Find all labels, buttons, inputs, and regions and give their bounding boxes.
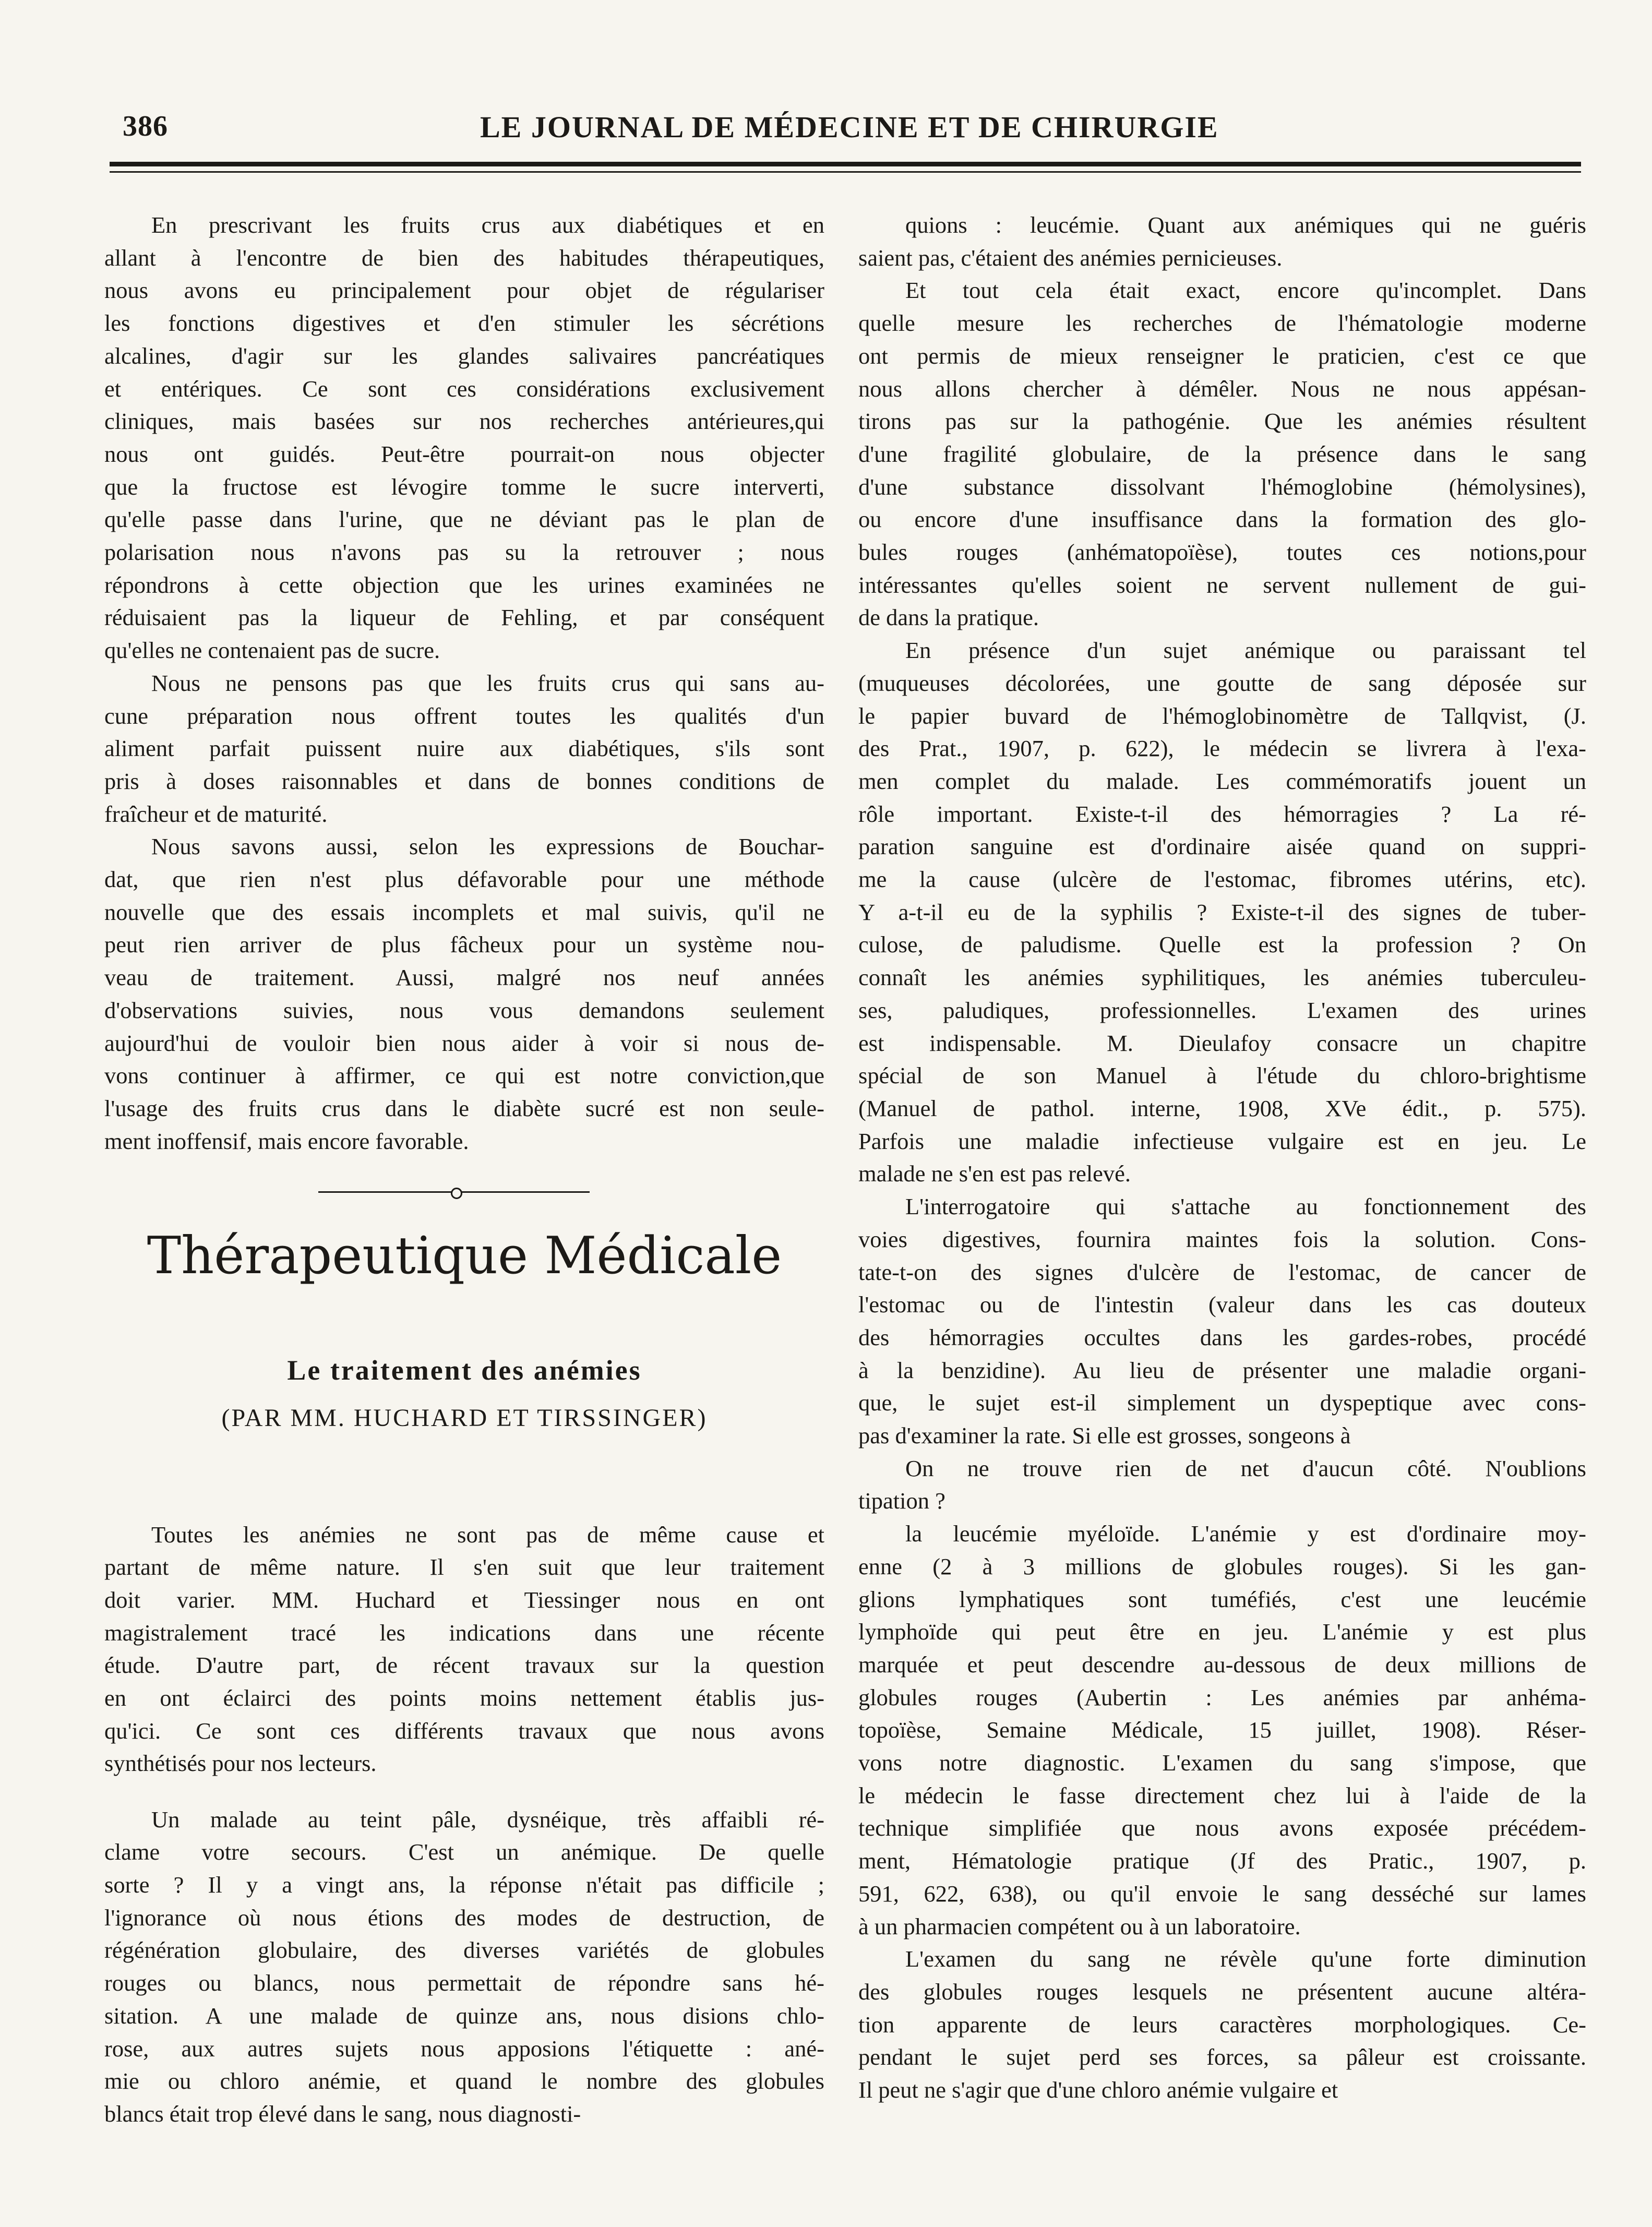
text-line: étude. D'autre part, de récent travaux sur la question xyxy=(104,1652,824,1679)
text-line: (Manuel de pathol. interne, 1908, XVe édit., p. 575). xyxy=(858,1095,1586,1121)
text-line: dat, que rien n'est plus défavorable pour une méthode xyxy=(104,866,824,893)
text-line: marquée et peut descendre au-dessous de deux millions de xyxy=(858,1651,1586,1678)
left-column-top xyxy=(104,209,824,1157)
text-line: l'ignorance où nous étions des modes de destruction, de xyxy=(104,1904,824,1931)
text-line: En prescrivant les fruits crus aux diabétiques et en xyxy=(151,212,824,238)
text-line: aujourd'hui de vouloir bien nous aider à voir si nous de- xyxy=(104,1029,824,1056)
article-title: Le traitement des anémies xyxy=(287,1355,642,1386)
page-header xyxy=(104,99,1581,146)
paragraph xyxy=(104,1803,824,2130)
text-line: tate-t-on des signes d'ulcère de l'estomac, de cancer de xyxy=(858,1259,1586,1285)
paragraph xyxy=(858,1517,1586,1943)
text-line: synthétisés pour nos lecteurs. xyxy=(104,1750,377,1777)
paragraph xyxy=(104,1518,824,1780)
text-line: En présence d'un sujet anémique ou paraissant tel xyxy=(905,637,1586,664)
text-line: des globules rouges lesquels ne présentent aucune altéra- xyxy=(858,1978,1586,2005)
text-line: répondrons à cette objection que les urines examinées ne xyxy=(104,571,824,598)
text-line: Nous ne pensons pas que les fruits crus qui sans au- xyxy=(151,669,824,696)
text-line: rôle important. Existe-t-il des hémorragies ? La ré- xyxy=(858,800,1586,827)
text-line: que la fructose est lévogire tomme le sucre interverti, xyxy=(104,473,824,500)
text-line: des Prat., 1907, p. 622), le médecin se livrera à l'exa- xyxy=(858,735,1586,762)
text-line: L'examen du sang ne révèle qu'une forte diminution xyxy=(905,1946,1586,1972)
text-line: Un malade au teint pâle, dysnéique, très affaibli ré- xyxy=(151,1806,824,1833)
text-line: des hémorragies occultes dans les gardes-robes, procédé xyxy=(858,1324,1586,1350)
header-rule xyxy=(110,162,1581,166)
text-line: Il peut ne s'agir que d'une chloro anémie vulgaire et xyxy=(858,2077,1338,2103)
text-line: alcalines, d'agir sur les glandes salivaires pancréatiques xyxy=(104,342,824,369)
article-byline: (PAR MM. HUCHARD ET TIRSSINGER) xyxy=(221,1404,708,1432)
text-line: les fonctions digestives et d'en stimuler les sécrétions xyxy=(104,310,824,337)
text-line: polarisation nous n'avons pas su la retrouver ; nous xyxy=(104,539,824,566)
text-line: qu'ici. Ce sont ces différents travaux que nous avons xyxy=(104,1717,824,1744)
text-line: topoïèse, Semaine Médicale, 15 juillet, 1908). Réser- xyxy=(858,1717,1586,1743)
text-line: intéressantes qu'elles soient ne servent nullement de gui- xyxy=(858,571,1586,598)
text-line: l'estomac ou de l'intestin (valeur dans les cas douteux xyxy=(858,1291,1586,1318)
text-line: On ne trouve rien de net d'aucun côté. N'oublions xyxy=(905,1455,1586,1481)
paragraph xyxy=(104,209,824,667)
text-line: tion apparente de leurs caractères morphologiques. Ce- xyxy=(858,2011,1586,2038)
paragraph xyxy=(858,1943,1586,2106)
text-line: qu'elle passe dans l'urine, que ne déviant pas le plan de xyxy=(104,506,824,533)
text-line: d'une fragilité globulaire, de la présence dans le sang xyxy=(858,440,1586,467)
text-line: Y a-t-il eu de la syphilis ? Existe-t-il des signes de tuber- xyxy=(858,899,1586,925)
text-line: technique simplifiée que nous avons exposée précédem- xyxy=(858,1815,1586,1841)
paragraph xyxy=(858,1190,1586,1452)
text-line: blancs était trop élevé dans le sang, nous diagnosti- xyxy=(104,2100,581,2127)
text-line: vons continuer à affirmer, ce qui est notre conviction,que xyxy=(104,1062,824,1089)
text-line: glions lymphatiques sont tuméfiés, c'est une leucémie xyxy=(858,1586,1586,1612)
text-line: peut rien arriver de plus fâcheux pour un système nou- xyxy=(104,931,824,958)
text-line: Parfois une maladie infectieuse vulgaire est en jeu. Le xyxy=(858,1128,1586,1154)
text-line: Toutes les anémies ne sont pas de même cause et xyxy=(151,1521,824,1548)
running-title: LE JOURNAL DE MÉDECINE ET DE CHIRURGIE xyxy=(480,110,1219,144)
text-line: bules rouges (anhématopoïèse), toutes ces notions,pour xyxy=(858,539,1586,566)
text-line: cune préparation nous offrent toutes les qualités d'un xyxy=(104,702,824,729)
text-line: aliment parfait puissent nuire aux diabétiques, s'ils sont xyxy=(104,735,824,762)
header-rule-thin xyxy=(110,171,1581,173)
text-line: ment inoffensif, mais encore favorable. xyxy=(104,1128,469,1154)
text-line: globules rouges (Aubertin : Les anémies par anhéma- xyxy=(858,1684,1586,1710)
text-line: à un pharmacien compétent ou à un laboratoire. xyxy=(858,1913,1301,1939)
text-line: la leucémie myéloïde. L'anémie y est d'ordinaire moy- xyxy=(905,1520,1586,1547)
text-line: allant à l'encontre de bien des habitudes thérapeutiques, xyxy=(104,244,824,271)
text-line: enne (2 à 3 millions de globules rouges). Si les gan- xyxy=(858,1553,1586,1579)
text-line: tipation ? xyxy=(858,1488,945,1514)
text-line: culose, de paludisme. Quelle est la profession ? On xyxy=(858,931,1586,958)
text-line: pendant le sujet perd ses forces, sa pâleur est croissante. xyxy=(858,2044,1586,2070)
paragraph xyxy=(858,1452,1586,1517)
text-line: magistralement tracé les indications dans une récente xyxy=(104,1619,824,1646)
text-line: malade ne s'en est pas relevé. xyxy=(858,1160,1131,1187)
text-line: de dans la pratique. xyxy=(858,604,1039,631)
text-line: Et tout cela était exact, encore qu'incomplet. Dans xyxy=(905,277,1586,304)
text-line: fraîcheur et de maturité. xyxy=(104,800,328,827)
divider-ornament xyxy=(451,1188,462,1199)
text-line: cliniques, mais basées sur nos recherches antérieures,qui xyxy=(104,408,824,435)
text-line: que, le sujet est-il simplement un dyspeptique avec cons- xyxy=(858,1390,1586,1416)
text-line: qu'elles ne contenaient pas de sucre. xyxy=(104,637,440,664)
text-line: me la cause (ulcère de l'estomac, fibromes utérins, etc). xyxy=(858,866,1586,893)
text-line: en ont éclairci des points moins nettement établis jus- xyxy=(104,1685,824,1711)
text-line: quelle mesure les recherches de l'hématologie moderne xyxy=(858,310,1586,337)
text-line: ou encore d'une insuffisance dans la formation des glo- xyxy=(858,506,1586,533)
text-line: quions : leucémie. Quant aux anémiques qui ne guéris xyxy=(905,212,1586,238)
text-line: L'interrogatoire qui s'attache au fonctionnement des xyxy=(905,1193,1586,1220)
text-line: l'usage des fruits crus dans le diabète sucré est non seule- xyxy=(104,1095,824,1121)
text-line: ment, Hématologie pratique (Jf des Pratic., 1907, p. xyxy=(858,1848,1586,1874)
text-line: vons notre diagnostic. L'examen du sang s'impose, que xyxy=(858,1750,1586,1776)
text-line: clame votre secours. C'est un anémique. De quelle xyxy=(104,1839,824,1865)
text-line: régénération globulaire, des diverses variétés de globules xyxy=(104,1937,824,1963)
text-line: et entériques. Ce sont ces considérations exclusivement xyxy=(104,375,824,402)
text-line: rouges ou blancs, nous permettait de répondre sans hé- xyxy=(104,1970,824,1996)
text-line: nous allons chercher à démêler. Nous ne nous appésan- xyxy=(858,375,1586,402)
text-line: nous avons eu principalement pour objet de régulariser xyxy=(104,277,824,304)
text-line: connaît les anémies syphilitiques, les anémies tuberculeu- xyxy=(858,964,1586,991)
text-line: lymphoïde qui peut être en jeu. L'anémie y est plus xyxy=(858,1619,1586,1645)
text-line: nouvelle que des essais incomplets et mal suivis, qu'il ne xyxy=(104,899,824,925)
text-line: (muqueuses décolorées, une goutte de sang déposée sur xyxy=(858,669,1586,696)
page-number: 386 xyxy=(123,110,168,142)
paragraph xyxy=(104,830,824,1157)
text-line: pris à doses raisonnables et dans de bonnes conditions de xyxy=(104,768,824,794)
text-line: à la benzidine). Au lieu de présenter une maladie organi- xyxy=(858,1357,1586,1383)
section-title: Thérapeutique Médicale xyxy=(147,1226,782,1286)
text-line: Nous savons aussi, selon les expressions de Bouchar- xyxy=(151,833,824,860)
text-line: doit varier. MM. Huchard et Tiessinger nous en ont xyxy=(104,1586,824,1613)
text-line: est indispensable. M. Dieulafoy consacre un chapitre xyxy=(858,1029,1586,1056)
text-line: ont permis de mieux renseigner le praticien, c'est ce que xyxy=(858,342,1586,369)
text-line: pas d'examiner la rate. Si elle est grosses, songeons à xyxy=(858,1422,1351,1449)
text-line: men complet du malade. Les commémoratifs jouent un xyxy=(858,768,1586,794)
text-line: saient pas, c'étaient des anémies pernicieuses. xyxy=(858,244,1283,271)
text-line: le médecin le fasse directement chez lui à l'aide de la xyxy=(858,1782,1586,1809)
text-line: mie ou chloro anémie, et quand le nombre des globules xyxy=(104,2068,824,2094)
paragraph xyxy=(858,634,1586,1190)
text-line: spécial de son Manuel à l'étude du chloro-brightisme xyxy=(858,1062,1586,1089)
text-line: veau de traitement. Aussi, malgré nos neuf années xyxy=(104,964,824,991)
text-line: paration sanguine est d'ordinaire aisée quand on suppri- xyxy=(858,833,1586,860)
text-line: sitation. A une malade de quinze ans, nous disions chlo- xyxy=(104,2002,824,2029)
paragraph xyxy=(104,667,824,831)
text-line: le papier buvard de l'hémoglobinomètre de Tallqvist, (J. xyxy=(858,702,1586,729)
text-line: partant de même nature. Il s'en suit que leur traitement xyxy=(104,1554,824,1581)
text-line: tirons pas sur la pathogénie. Que les anémies résultent xyxy=(858,408,1586,435)
text-line: d'observations suivies, nous vous demandons seulement xyxy=(104,997,824,1023)
paragraph xyxy=(858,209,1586,274)
left-column-bottom xyxy=(104,1495,824,2153)
text-line: 591, 622, 638), ou qu'il envoie le sang desséché sur lames xyxy=(858,1880,1586,1907)
text-line: rose, aux autres sujets nous apposions l'étiquette : ané- xyxy=(104,2035,824,2062)
text-line: voies digestives, fournira maintes fois la solution. Cons- xyxy=(858,1226,1586,1252)
text-line: nous ont guidés. Peut-être pourrait-on nous objecter xyxy=(104,440,824,467)
paragraph xyxy=(858,274,1586,634)
text-line: d'une substance dissolvant l'hémoglobine (hémolysines), xyxy=(858,473,1586,500)
text-line: ses, paludiques, professionnelles. L'examen des urines xyxy=(858,997,1586,1023)
right-column xyxy=(858,209,1586,2106)
text-line: réduisaient pas la liqueur de Fehling, et par conséquent xyxy=(104,604,824,631)
text-line: sorte ? Il y a vingt ans, la réponse n'était pas difficile ; xyxy=(104,1872,824,1898)
